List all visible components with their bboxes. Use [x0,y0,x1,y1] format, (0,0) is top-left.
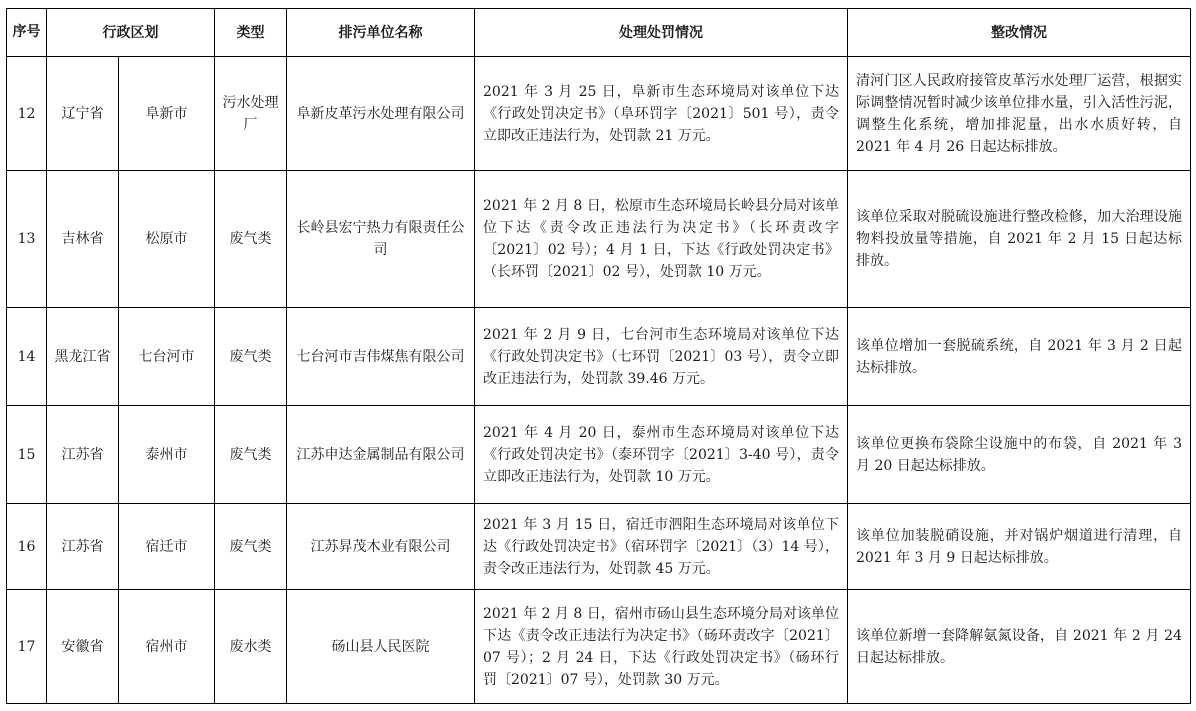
row-no: 13 [7,171,47,308]
row-province: 辽宁省 [47,57,119,171]
row-no: 14 [7,308,47,406]
row-type: 污水处理厂 [215,57,287,171]
row-type: 废气类 [215,171,287,308]
enforcement-table [6,8,1191,704]
header-type: 类型 [215,9,287,57]
row-rectify: 该单位新增一套降解氨氮设备，自 2021 年 2 月 24 日起达标排放。 [848,590,1191,704]
row-penalty: 2021 年 2 月 8 日，宿州市砀山县生态环境分局对该单位下达《责令改正违法行为决定书》（砀环责改字〔2021〕07 号）；2 月 24 日，下达《行政处罚决定书》（砀环行罚〔2021〕07 号），处罚款 30 万元。 [475,590,848,704]
row-no: 16 [7,504,47,590]
row-penalty: 2021 年 2 月 9 日，七台河市生态环境局对该单位下达《行政处罚决定书》（七环罚〔2021〕03 号），责令立即改正违法行为，处罚款 39.46 万元。 [475,308,848,406]
document-page [6,8,1191,704]
row-city: 泰州市 [119,406,215,504]
header-seq: 序号 [7,9,47,57]
row-city: 宿迁市 [119,504,215,590]
row-rectify: 该单位增加一套脱硫系统，自 2021 年 3 月 2 日起达标排放。 [848,308,1191,406]
header-penalty: 处理处罚情况 [475,9,848,57]
row-rectify: 该单位更换布袋除尘设施中的布袋，自 2021 年 3 月 20 日起达标排放。 [848,406,1191,504]
row-city: 松原市 [119,171,215,308]
header-rectify: 整改情况 [848,9,1191,57]
table-row [7,590,1191,704]
row-type: 废气类 [215,504,287,590]
row-penalty: 2021 年 2 月 8 日，松原市生态环境局长岭县分局对该单位下达《责令改正违法行为决定书》（长环责改字〔2021〕02 号）；4 月 1 日，下达《行政处罚决定书》（长环罚〔2021〕02 号），处罚款 10 万元。 [475,171,848,308]
row-province: 安徽省 [47,590,119,704]
row-unit: 阜新皮革污水处理有限公司 [287,57,475,171]
row-unit: 江苏昇茂木业有限公司 [287,504,475,590]
header-region: 行政区划 [47,9,215,57]
row-province: 黑龙江省 [47,308,119,406]
header-row [7,9,1191,57]
row-no: 15 [7,406,47,504]
row-unit: 七台河市吉伟煤焦有限公司 [287,308,475,406]
table-row [7,504,1191,590]
row-unit: 江苏申达金属制品有限公司 [287,406,475,504]
row-rectify: 清河门区人民政府接管皮革污水处理厂运营，根据实际调整情况暂时减少该单位排水量，引入活性污泥，调整生化系统，增加排泥量，出水水质好转，自 2021 年 4 月 26 日起达标排放。 [848,57,1191,171]
row-city: 宿州市 [119,590,215,704]
table-row [7,57,1191,171]
row-unit: 长岭县宏宁热力有限责任公司 [287,171,475,308]
row-type: 废气类 [215,406,287,504]
row-city: 阜新市 [119,57,215,171]
row-no: 12 [7,57,47,171]
row-no: 17 [7,590,47,704]
row-rectify: 该单位加装脱硝设施，并对锅炉烟道进行清理，自 2021 年 3 月 9 日起达标排放。 [848,504,1191,590]
header-unit: 排污单位名称 [287,9,475,57]
table-row [7,171,1191,308]
row-province: 吉林省 [47,171,119,308]
table-row [7,308,1191,406]
row-city: 七台河市 [119,308,215,406]
row-rectify: 该单位采取对脱硫设施进行整改检修，加大治理设施物料投放量等措施，自 2021 年 2 月 15 日起达标排放。 [848,171,1191,308]
row-province: 江苏省 [47,406,119,504]
table-row [7,406,1191,504]
row-type: 废水类 [215,590,287,704]
row-province: 江苏省 [47,504,119,590]
row-penalty: 2021 年 3 月 15 日，宿迁市泗阳生态环境局对该单位下达《行政处罚决定书》（宿环罚字〔2021〕（3）14 号），责令改正违法行为，处罚款 45 万元。 [475,504,848,590]
row-penalty: 2021 年 4 月 20 日，泰州市生态环境局对该单位下达《行政处罚决定书》（泰环罚字〔2021〕3-40 号），责令立即改正违法行为，处罚款 10 万元。 [475,406,848,504]
row-unit: 砀山县人民医院 [287,590,475,704]
row-penalty: 2021 年 3 月 25 日，阜新市生态环境局对该单位下达《行政处罚决定书》（阜环罚字〔2021〕501 号），责令立即改正违法行为，处罚款 21 万元。 [475,57,848,171]
row-type: 废气类 [215,308,287,406]
